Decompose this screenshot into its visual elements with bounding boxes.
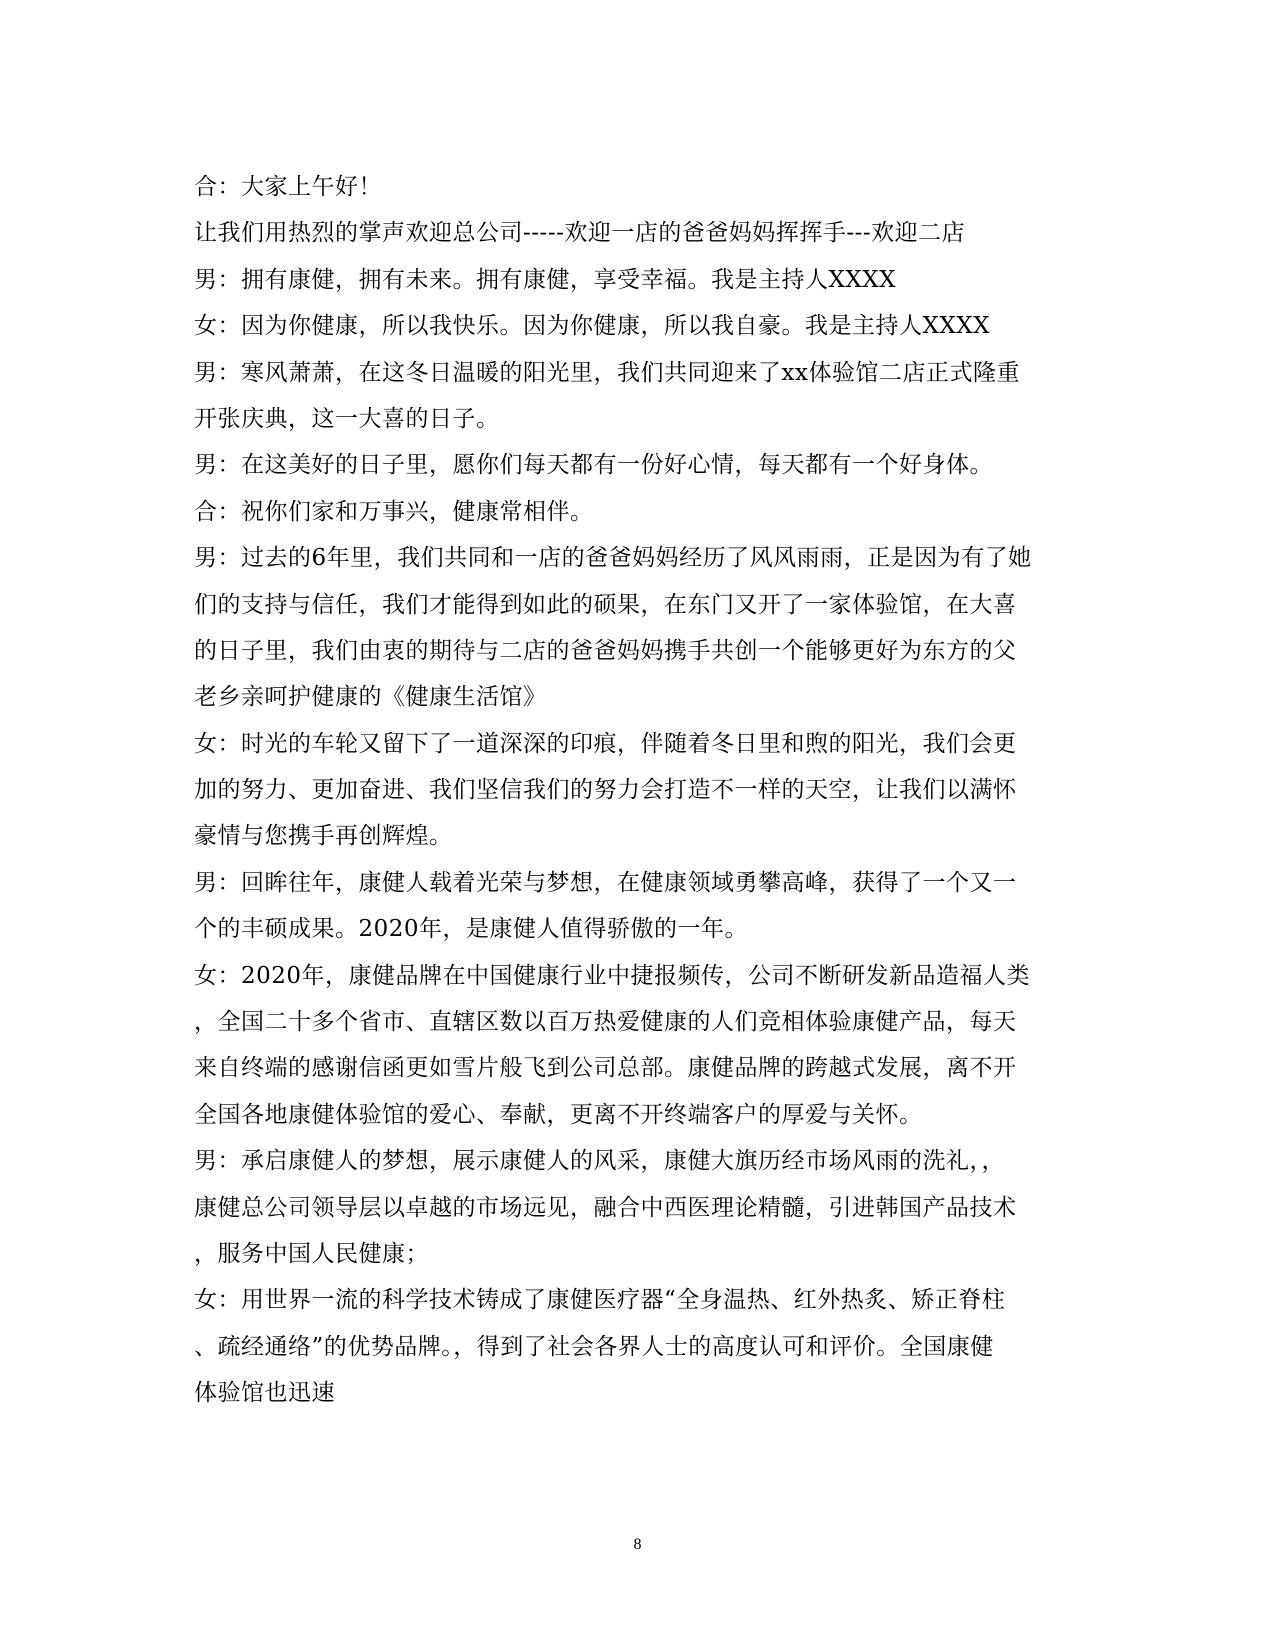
text-line: 老乡亲呵护健康的《健康生活馆》 (194, 684, 547, 711)
text-line: 们的支持与信任，我们才能得到如此的硕果，在东门又开了一家体验馆，在大喜 (194, 591, 1017, 618)
text-line: 合：大家上午好！ (194, 174, 382, 200)
body-text (194, 164, 1074, 1417)
text-line: 加的努力、更加奋进、我们坚信我们的努力会打造不一样的天空，让我们以满怀 (194, 777, 1017, 804)
text-line: 豪情与您携手再创辉煌。 (194, 823, 453, 850)
text-line: 女：2020年，康健品牌在中国健康行业中捷报频传，公司不断研发新品造福人类 (194, 962, 1031, 989)
text-line: 全国各地康健体验馆的爱心、奉献，更离不开终端客户的厚爱与关怀。 (194, 1101, 923, 1128)
text-line: 来自终端的感谢信函更如雪片般飞到公司总部。康健品牌的跨越式发展，离不开 (194, 1055, 1017, 1082)
text-line: 女：因为你健康，所以我快乐。因为你健康，所以我自豪。我是主持人XXXX (194, 313, 990, 340)
text-line: 男：过去的6年里，我们共同和一店的爸爸妈妈经历了风风雨雨，正是因为有了她 (194, 545, 1032, 572)
text-line: 让我们用热烈的掌声欢迎总公司-----欢迎一店的爸爸妈妈挥挥手---欢迎二店 (194, 220, 966, 247)
text-line: 康健总公司领导层以卓越的市场远见，融合中西医理论精髓，引进韩国产品技术 (194, 1194, 1017, 1221)
text-line: ，全国二十多个省市、直辖区数以百万热爱健康的人们竞相体验康健产品，每天 (194, 1009, 1017, 1036)
text-line: 开张庆典，这一大喜的日子。 (194, 405, 500, 432)
text-line: 合：祝你们家和万事兴，健康常相伴。 (194, 498, 594, 525)
text-line: 的日子里，我们由衷的期待与二店的爸爸妈妈携手共创一个能够更好为东方的父 (194, 637, 1017, 664)
text-line: 体验馆也迅速 (194, 1380, 335, 1407)
text-line: 、疏经通络”的优势品牌。，得到了社会各界人士的高度认可和评价。全国康健 (194, 1333, 994, 1360)
text-line: 女：用世界一流的科学技术铸成了康健医疗器“全身温热、红外热炙、矫正脊柱 (194, 1287, 1006, 1314)
text-line: 男：回眸往年，康健人载着光荣与梦想，在健康领域勇攀高峰，获得了一个又一 (194, 869, 1017, 896)
text-line: ，服务中国人民健康； (194, 1240, 429, 1267)
text-line: 男：寒风萧萧，在这冬日温暖的阳光里，我们共同迎来了xx体验馆二店正式隆重 (194, 359, 1020, 386)
page-number: 8 (633, 1536, 642, 1553)
text-line: 女：时光的车轮又留下了一道深深的印痕，伴随着冬日里和煦的阳光，我们会更 (194, 730, 1017, 757)
text-line: 男：在这美好的日子里，愿你们每天都有一份好心情，每天都有一个好身体。 (194, 452, 993, 479)
text-line: 个的丰硕成果。2020年，是康健人值得骄傲的一年。 (194, 916, 749, 943)
text-line: 男：拥有康健，拥有未来。拥有康健，享受幸福。我是主持人XXXX (194, 266, 896, 293)
text-line: 男：承启康健人的梦想，展示康健人的风采，康健大旗历经市场风雨的洗礼，， (194, 1148, 1005, 1175)
